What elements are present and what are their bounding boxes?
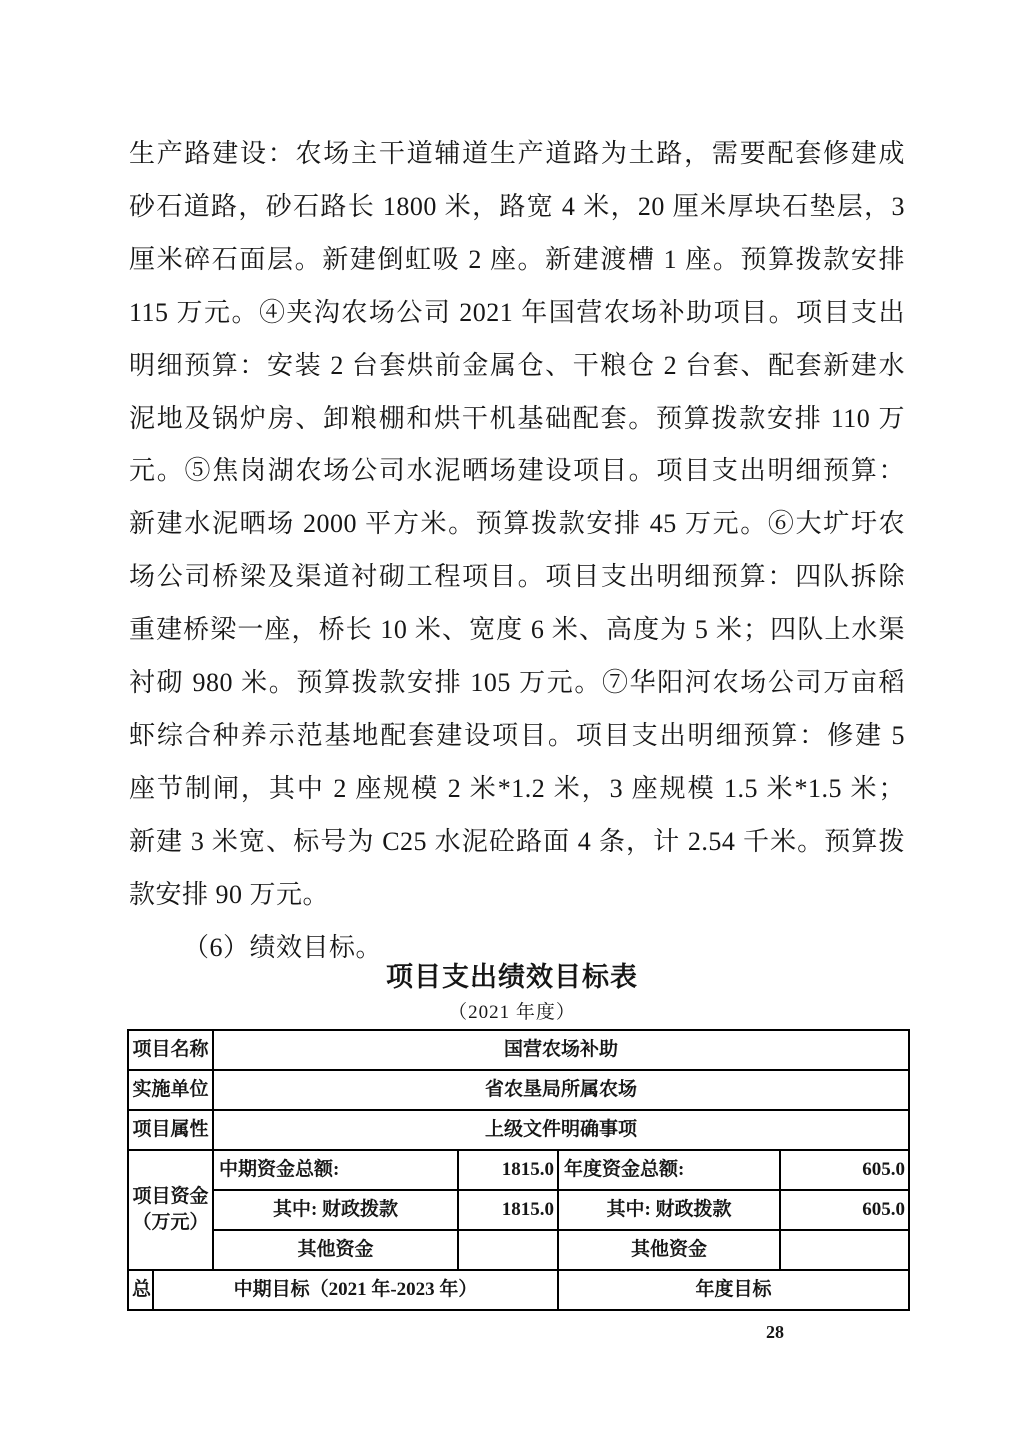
body-line: 明细预算：安装 2 台套烘前金属仓、干粮仓 2 台套、配套新建水 [129, 350, 905, 380]
performance-target-table [127, 1029, 910, 1311]
annual-fiscal-value: 605.0 [780, 1190, 909, 1230]
body-line: 新建 3 米宽、标号为 C25 水泥砼路面 4 条，计 2.54 千米。预算拨 [129, 826, 905, 856]
midterm-goal-header: 中期目标（2021 年-2023 年） [153, 1270, 558, 1310]
annual-funds-total-value: 605.0 [780, 1150, 909, 1190]
body-line: 115 万元。④夹沟农场公司 2021 年国营农场补助项目。项目支出 [129, 297, 905, 327]
project-name-label: 项目名称 [128, 1030, 213, 1070]
row-project-name [128, 1030, 909, 1070]
midterm-fiscal-label: 其中: 财政拨款 [213, 1190, 458, 1230]
body-line: 泥地及锅炉房、卸粮棚和烘干机基础配套。预算拨款安排 110 万 [129, 403, 905, 433]
project-name-value: 国营农场补助 [213, 1030, 909, 1070]
body-line: 衬砌 980 米。预算拨款安排 105 万元。⑦华阳河农场公司万亩稻 [129, 668, 905, 698]
project-attribute-value: 上级文件明确事项 [213, 1110, 909, 1150]
annual-goal-header: 年度目标 [558, 1270, 909, 1310]
funds-merged-label: 项目资金（万元） [128, 1150, 213, 1270]
body-line: 款安排 90 万元。 [129, 879, 330, 909]
body-line: 砂石道路，砂石路长 1800 米，路宽 4 米，20 厘米厚块石垫层，3 [129, 191, 905, 221]
body-line: 场公司桥梁及渠道衬砌工程项目。项目支出明细预算：四队拆除 [129, 562, 905, 592]
body-line: 虾综合种养示范基地配套建设项目。项目支出明细预算：修建 5 [129, 720, 905, 750]
body-line: 新建水泥晒场 2000 平方米。预算拨款安排 45 万元。⑥大圹圩农 [129, 509, 905, 539]
row-funds-total [128, 1150, 909, 1190]
page-number: 28 [766, 1322, 784, 1342]
section-heading: （6）绩效目标。 [183, 932, 383, 962]
body-line: 生产路建设：农场主干道辅道生产道路为土路，需要配套修建成 [129, 139, 905, 168]
midterm-funds-total-value: 1815.0 [458, 1150, 558, 1190]
annual-other-funds-label: 其他资金 [558, 1230, 780, 1270]
row-implementing-unit [128, 1070, 909, 1110]
body-line: 厘米碎石面层。新建倒虹吸 2 座。新建渡槽 1 座。预算拨款安排 [129, 244, 905, 274]
body-paragraph [129, 128, 905, 975]
table-title: 项目支出绩效目标表 [386, 962, 638, 992]
body-line: 重建桥梁一座，桥长 10 米、宽度 6 米、高度为 5 米；四队上水渠 [129, 615, 905, 645]
midterm-other-funds-value [458, 1230, 558, 1270]
midterm-funds-total-label: 中期资金总额: [213, 1150, 458, 1190]
annual-funds-total-label: 年度资金总额: [558, 1150, 780, 1190]
goals-total-label: 总 [128, 1270, 153, 1310]
project-attribute-label: 项目属性 [128, 1110, 213, 1150]
row-project-attribute [128, 1110, 909, 1150]
implementing-unit-value: 省农垦局所属农场 [213, 1070, 909, 1110]
row-funds-fiscal [128, 1190, 909, 1230]
midterm-fiscal-value: 1815.0 [458, 1190, 558, 1230]
row-funds-other [128, 1230, 909, 1270]
body-line: 元。⑤焦岗湖农场公司水泥晒场建设项目。项目支出明细预算： [129, 456, 905, 486]
body-line: 座节制闸，其中 2 座规模 2 米*1.2 米，3 座规模 1.5 米*1.5 米； [129, 773, 905, 803]
row-goals-header [128, 1270, 909, 1310]
implementing-unit-label: 实施单位 [128, 1070, 213, 1110]
table-subtitle: （2021 年度） [448, 1002, 576, 1023]
annual-other-funds-value [780, 1230, 909, 1270]
annual-fiscal-label: 其中: 财政拨款 [558, 1190, 780, 1230]
midterm-other-funds-label: 其他资金 [213, 1230, 458, 1270]
